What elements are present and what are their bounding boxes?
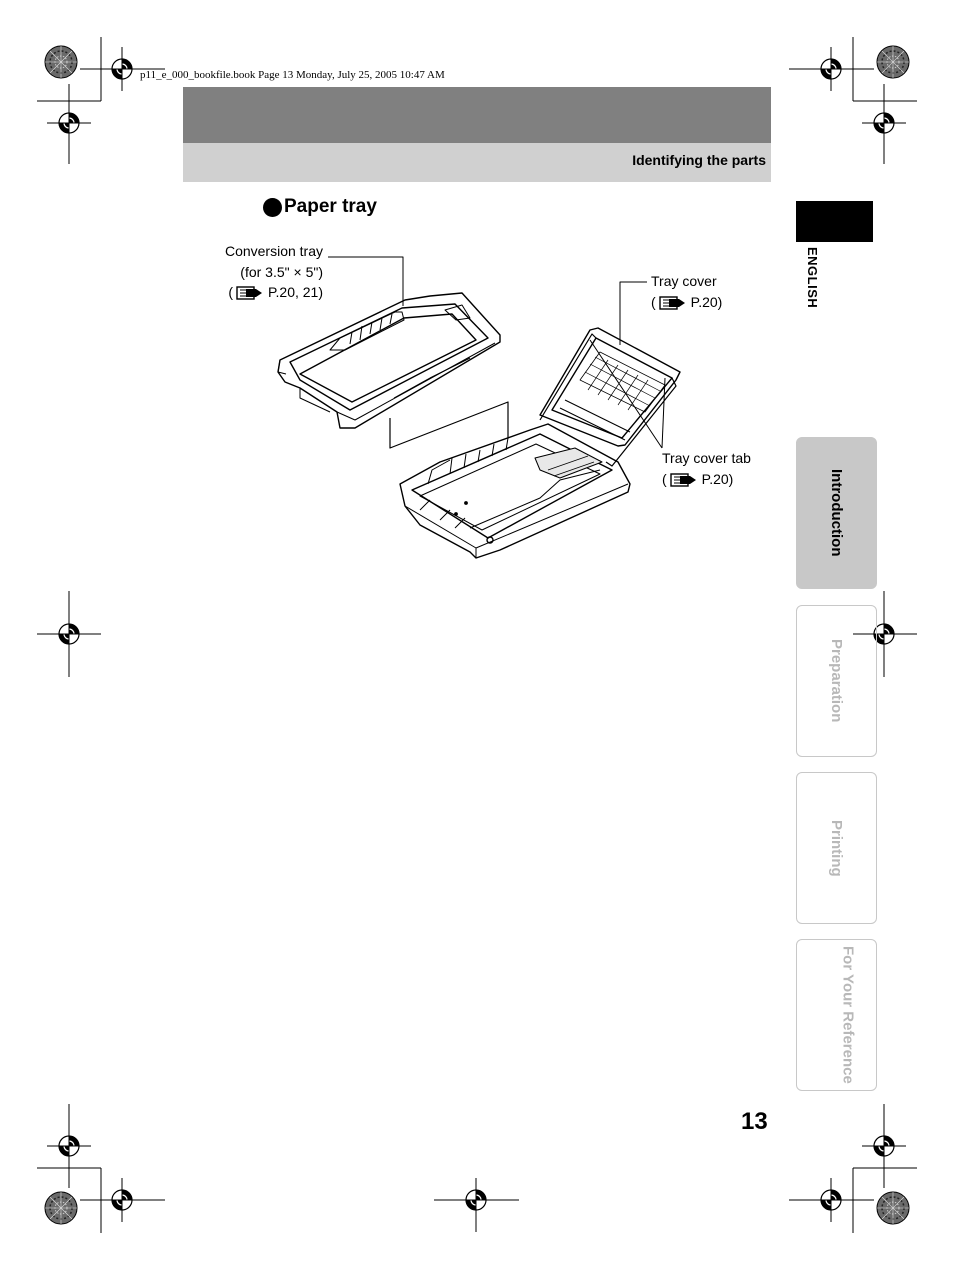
- tab-for-your-reference[interactable]: [796, 939, 877, 1091]
- callout-reference: ( P.20): [662, 469, 751, 493]
- callout-tray-cover: [651, 271, 722, 315]
- tab-introduction[interactable]: [796, 437, 877, 589]
- callout-label: Tray cover: [651, 273, 717, 289]
- tab-label: Preparation: [828, 639, 845, 723]
- tab-label: For Your Reference: [839, 946, 857, 1084]
- callout-reference: ( P.20, 21): [225, 282, 323, 306]
- tab-label: Printing: [828, 819, 845, 877]
- callout-tray-cover-tab: [662, 448, 751, 492]
- subheading: [263, 196, 377, 218]
- page-number: 13: [741, 1108, 768, 1135]
- tab-printing[interactable]: [796, 772, 877, 924]
- page-reference-icon: [236, 285, 264, 306]
- file-header: p11_e_000_bookfile.book Page 13 Monday, July 25, 2005 10:47 AM: [140, 69, 445, 81]
- section-title: Identifying the parts: [632, 152, 766, 168]
- conversion-tray-illustration: [278, 293, 500, 428]
- color-target-icon: [877, 46, 909, 78]
- language-label: ENGLISH: [805, 247, 820, 309]
- language-tab-marker: [796, 201, 873, 242]
- callout-reference: ( P.20): [651, 292, 722, 316]
- bullet-icon: [263, 198, 282, 217]
- crop-marks: [37, 37, 917, 1233]
- page-reference-icon: [659, 295, 687, 316]
- subheading-text: Paper tray: [284, 196, 377, 217]
- callout-conversion-tray: [225, 241, 323, 306]
- color-target-icon: [877, 1192, 909, 1224]
- callout-label-detail: (for 3.5" × 5"): [240, 263, 323, 280]
- color-target-icon: [45, 46, 77, 78]
- base-tray-illustration: [400, 424, 630, 558]
- header-band: [183, 87, 771, 143]
- paper-tray-illustration: [278, 257, 680, 558]
- tab-label: Introduction: [828, 469, 845, 557]
- color-target-icon: [45, 1192, 77, 1224]
- tab-preparation[interactable]: [796, 605, 877, 757]
- callout-label: Tray cover tab: [662, 450, 751, 466]
- page-reference-icon: [670, 472, 698, 493]
- callout-label: Conversion tray: [224, 243, 323, 259]
